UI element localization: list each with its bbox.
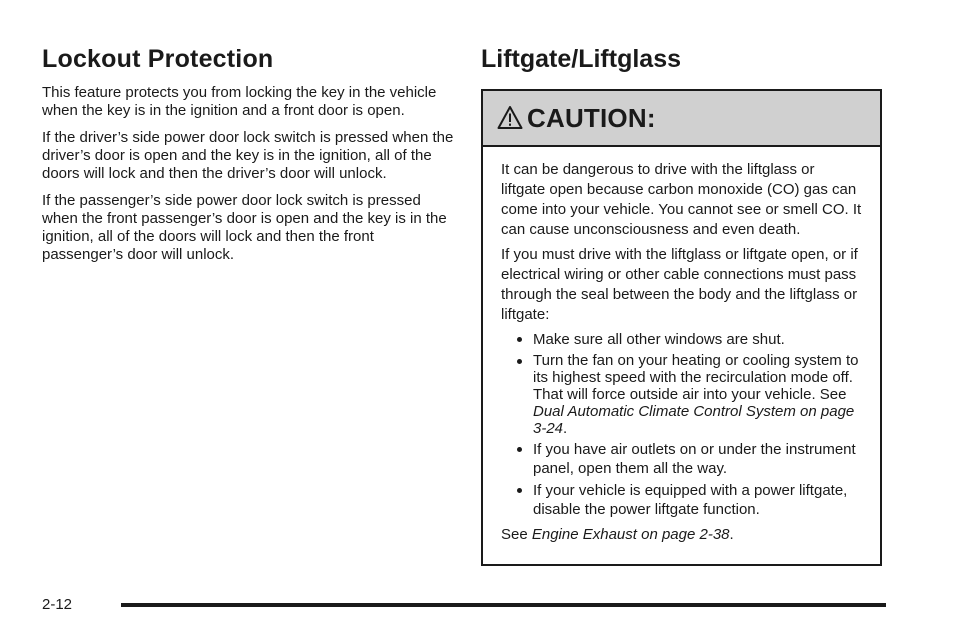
see-prefix: See — [501, 526, 532, 543]
caution-title: CAUTION: — [527, 102, 656, 133]
bullet-icon — [517, 447, 522, 452]
cross-reference-link[interactable]: Dual Automatic Climate Control System on page 3-24 — [533, 403, 855, 437]
paragraph-1: This feature protects you from locking the key in the vehicle when the key is in the ignition and a front door is open. — [42, 84, 437, 119]
bullet-icon — [517, 488, 522, 493]
caution-paragraph-2: If you must drive with the liftglass or liftgate open, or if electrical wiring or other cable connections must pass through the seal between the body and the liftglass or liftgate: — [501, 246, 858, 323]
bullet-text: If you have air outlets on or under the instrument panel, open them all the way. — [533, 441, 856, 477]
list-item — [515, 481, 862, 519]
see-also-line — [501, 525, 862, 545]
see-suffix: . — [729, 526, 734, 543]
left-column — [42, 45, 457, 273]
list-item — [515, 352, 862, 437]
list-item — [515, 330, 862, 349]
section-heading-lockout-protection: Lockout Protection — [42, 45, 274, 73]
caution-body — [483, 147, 880, 564]
caution-box — [481, 89, 882, 566]
bullet-text-end: . — [563, 420, 568, 437]
page-number: 2-12 — [42, 596, 73, 613]
list-item — [515, 440, 862, 478]
bullet-text: Make sure all other windows are shut. — [533, 331, 785, 348]
caution-header — [483, 91, 880, 147]
paragraph-2: If the driver’s side power door lock switch is pressed when the driver’s door is open and the key is in the ignition, all of the doors will lock and then the driver’s door will unlock. — [42, 129, 454, 182]
bullet-text: Turn the fan on your heating or cooling system to its highest speed with the recirculation mode off. That will force outside air into your vehicle. See — [533, 352, 859, 403]
footer-rule — [121, 603, 886, 607]
warning-triangle-icon — [497, 105, 523, 131]
cross-reference-link[interactable]: Engine Exhaust on page 2-38 — [531, 526, 730, 543]
section-heading-liftgate-liftglass: Liftgate/Liftglass — [481, 45, 682, 73]
bullet-text: If your vehicle is equipped with a power liftgate, disable the power liftgate function. — [533, 482, 848, 518]
bullet-icon — [517, 359, 522, 364]
right-column — [481, 45, 886, 566]
bullet-icon — [517, 337, 522, 342]
paragraph-3: If the passenger’s side power door lock switch is pressed when the front passenger’s door is open and the key is in the ignition, all of the doors will lock and then the front passenger’s door will unlock. — [42, 192, 447, 263]
caution-paragraph-1: It can be dangerous to drive with the liftglass or liftgate open because carbon monoxide (CO) gas can come into your vehicle. You cannot see or smell CO. It can cause unconsciousness and even death. — [501, 161, 862, 238]
caution-bullet-list — [501, 330, 862, 519]
